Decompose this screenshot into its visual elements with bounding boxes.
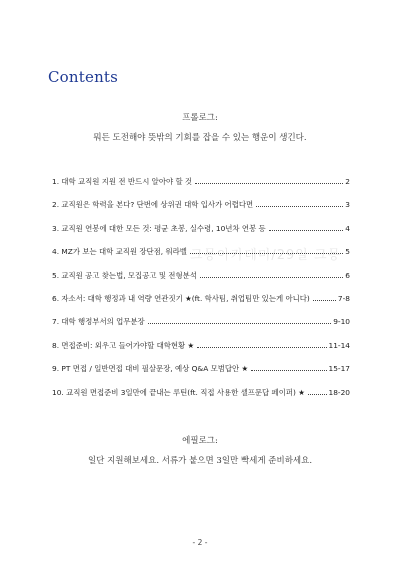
toc-row: [52, 293, 350, 316]
toc-entry-title: 3. 교직원 연봉에 대한 모든 것: 평균 초봉, 실수령, 10년차 연봉 등: [52, 223, 266, 233]
toc-row: [52, 363, 350, 386]
toc-entry-title: 9. PT 면접 / 일반면접 대비 필살문장, 예상 Q&A 모범답안 ★: [52, 364, 249, 374]
toc-entry-title: 5. 교직원 공고 찾는법, 모집공고 및 전형분석: [52, 270, 197, 280]
toc-entry-page: 4: [345, 223, 350, 233]
epilogue-text: 일단 지원해보세요. 서류가 붙으면 3일만 빡세게 준비하세요.: [87, 456, 313, 466]
toc-entry-page: 6: [345, 270, 350, 280]
table-of-contents: [52, 176, 350, 410]
toc-row: [52, 223, 350, 246]
toc-leader-dots: [313, 300, 336, 301]
toc-row: [52, 316, 350, 339]
toc-entry-title: 10. 교직원 면접준비 3일만에 끝내는 루틴(ft. 직접 사용한 셀프문답 페이퍼) ★: [52, 387, 305, 397]
toc-entry-page: 9-10: [333, 317, 350, 327]
toc-row: [52, 340, 350, 363]
toc-entry-title: 8. 면접준비: 외우고 들어가야할 대학현황 ★: [52, 340, 195, 350]
toc-leader-dots: [308, 394, 327, 395]
page-number: - 2 -: [192, 538, 208, 547]
toc-entry-page: 2: [345, 177, 350, 186]
prologue-text: 뭐든 도전해야 뜻밖의 기회를 잡을 수 있는 행운이 생긴다.: [93, 133, 307, 143]
epilogue-label: 에필로그:: [182, 436, 218, 446]
epilogue: [0, 434, 400, 466]
toc-entry-title: 2. 교직원은 학력을 본다? 단번에 상위권 대학 입사가 어렵다면: [52, 200, 254, 210]
toc-leader-dots: [269, 230, 344, 231]
toc-row: [52, 246, 350, 269]
toc-row: [52, 387, 350, 410]
toc-leader-dots: [197, 347, 326, 348]
toc-entry-page: 5: [345, 247, 350, 257]
toc-entry-title: 1. 대학 교직원 지원 전 반드시 알아야 할 것: [52, 177, 193, 186]
toc-entry-title: 7. 대학 행정부서의 업무분장: [52, 317, 145, 327]
toc-row: [52, 199, 350, 222]
toc-leader-dots: [190, 253, 343, 254]
toc-leader-dots: [195, 183, 343, 184]
toc-entry-page: 18-20: [328, 387, 350, 397]
prologue: [0, 111, 400, 143]
toc-row: [52, 176, 350, 199]
toc-entry-page: 3: [345, 200, 350, 210]
toc-leader-dots: [200, 277, 343, 278]
toc-entry-page: 11-14: [328, 340, 350, 350]
toc-entry-page: 15-17: [328, 364, 350, 374]
prologue-label: 프롤로그:: [182, 113, 218, 123]
toc-leader-dots: [148, 323, 332, 324]
toc-entry-title: 6. 자소서: 대학 행정과 내 역량 연관짓기 ★(ft. 학사팀, 취업팀만 있는게 아니다): [52, 293, 310, 303]
contents-heading: Contents: [48, 68, 119, 86]
toc-leader-dots: [251, 370, 326, 371]
toc-entry-page: 7-8: [337, 293, 350, 303]
watermark: 크몽아카데미/29일 크몽: [190, 248, 342, 263]
toc-row: [52, 270, 350, 293]
toc-entry-title: 4. MZ가 보는 대학 교직원 장단점, 워라벨: [52, 247, 187, 257]
toc-leader-dots: [256, 206, 343, 207]
